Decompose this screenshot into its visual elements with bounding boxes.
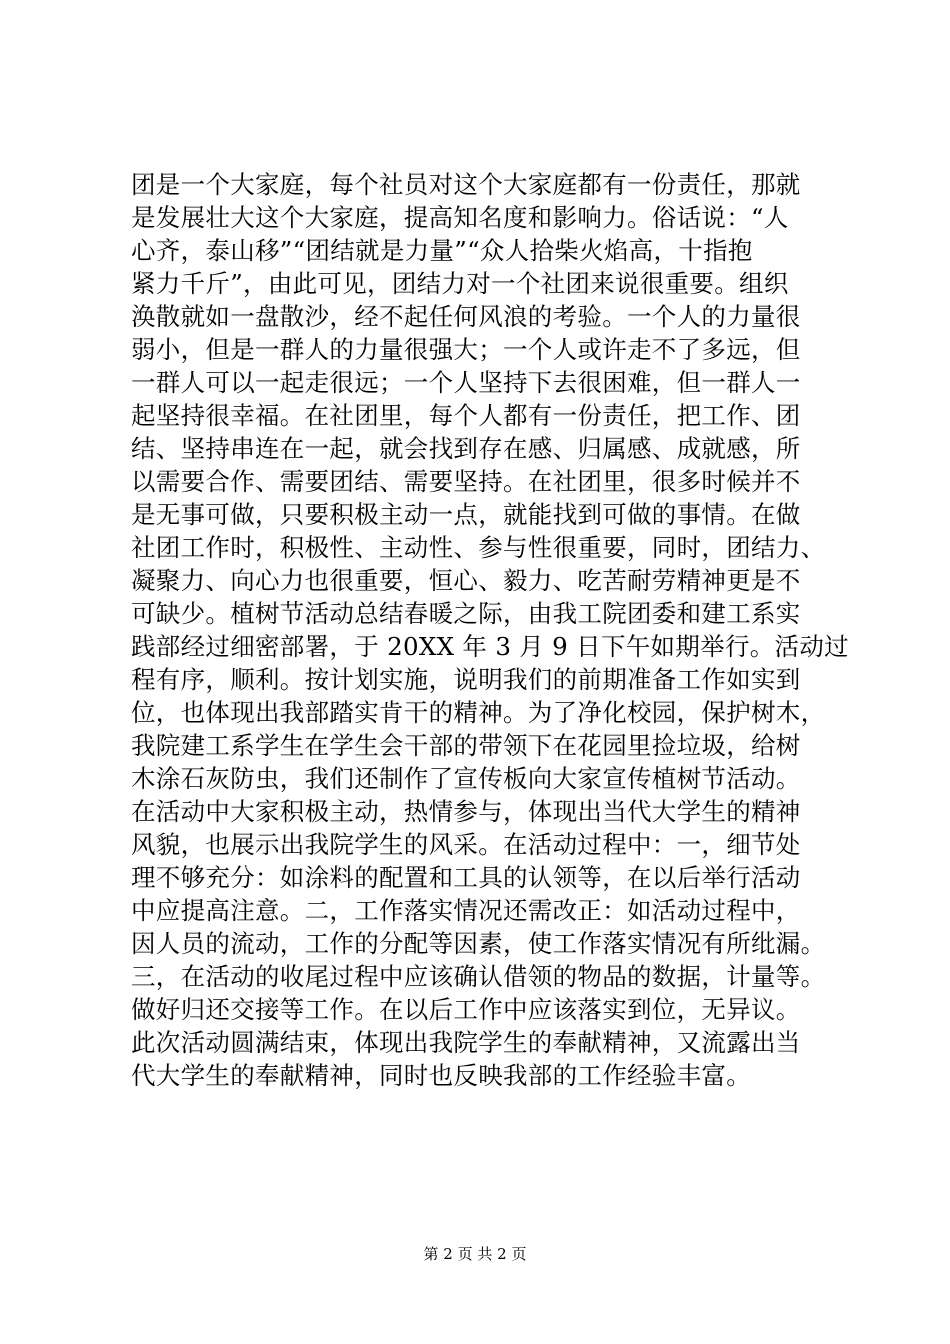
- text-line: 理不够充分：如涂料的配置和工具的认领等，在以后举行活动: [131, 863, 801, 892]
- text-line: 紧力千斤”，由此可见，团结力对一个社团来说很重要。组织: [131, 269, 789, 298]
- text-line: 此次活动圆满结束，体现出我院学生的奉献精神，又流露出当: [131, 1028, 801, 1057]
- text-line: 弱小，但是一群人的力量很强大；一个人或许走不了多远，但: [131, 335, 801, 364]
- page-number-label: 第 2 页 共 2 页: [423, 1245, 527, 1263]
- text-line: 代大学生的奉献精神，同时也反映我部的工作经验丰富。: [131, 1061, 751, 1090]
- text-line: 木涂石灰防虫，我们还制作了宣传板向大家宣传植树节活动。: [131, 764, 801, 793]
- text-line: 可缺少。植树节活动总结春暖之际，由我工院团委和建工系实: [131, 599, 801, 628]
- text-line: 位，也体现出我部踏实肯干的精神。为了净化校园，保护树木，: [131, 698, 826, 727]
- text-line: 社团工作时，积极性、主动性、参与性很重要，同时，团结力、: [131, 533, 826, 562]
- text-line: 结、坚持串连在一起，就会找到存在感、归属感、成就感，所: [131, 434, 801, 463]
- text-line: 践部经过细密部署，于 20XX 年 3 月 9 日下午如期举行。活动过: [131, 632, 849, 661]
- text-line: 在活动中大家积极主动，热情参与，体现出当代大学生的精神: [131, 797, 801, 826]
- text-line: 因人员的流动，工作的分配等因素，使工作落实情况有所纰漏。: [131, 929, 826, 958]
- text-line: 凝聚力、向心力也很重要，恒心、毅力、吃苦耐劳精神更是不: [131, 566, 801, 595]
- page-footer: [0, 1243, 950, 1265]
- text-line: 以需要合作、需要团结、需要坚持。在社团里，很多时候并不: [131, 467, 801, 496]
- text-line: 做好归还交接等工作。在以后工作中应该落实到位，无异议。: [131, 995, 801, 1024]
- text-line: 涣散就如一盘散沙，经不起任何风浪的考验。一个人的力量很: [131, 302, 801, 331]
- text-line: 起坚持很幸福。在社团里，每个人都有一份责任，把工作、团: [131, 401, 801, 430]
- text-line: 我院建工系学生在学生会干部的带领下在花园里捡垃圾，给树: [131, 731, 801, 760]
- text-line: 是无事可做，只要积极主动一点，就能找到可做的事情。在做: [131, 500, 801, 529]
- text-line: 一群人可以一起走很远；一个人坚持下去很困难，但一群人一: [131, 368, 801, 397]
- text-line: 团是一个大家庭，每个社员对这个大家庭都有一份责任，那就: [131, 170, 801, 199]
- text-line: 程有序，顺利。按计划实施，说明我们的前期准备工作如实到: [131, 665, 801, 694]
- text-line: 中应提高注意。二，工作落实情况还需改正：如活动过程中，: [131, 896, 801, 925]
- text-line: 心齐，泰山移”“团结就是力量”“众人拾柴火焰高，十指抱: [131, 236, 753, 265]
- text-line: 风貌，也展示出我院学生的风采。在活动过程中：一，细节处: [131, 830, 801, 859]
- text-line: 是发展壮大这个大家庭，提高知名度和影响力。俗话说：“人: [131, 203, 789, 232]
- text-line: 三，在活动的收尾过程中应该确认借领的物品的数据，计量等。: [131, 962, 826, 991]
- body-text: [131, 168, 849, 1092]
